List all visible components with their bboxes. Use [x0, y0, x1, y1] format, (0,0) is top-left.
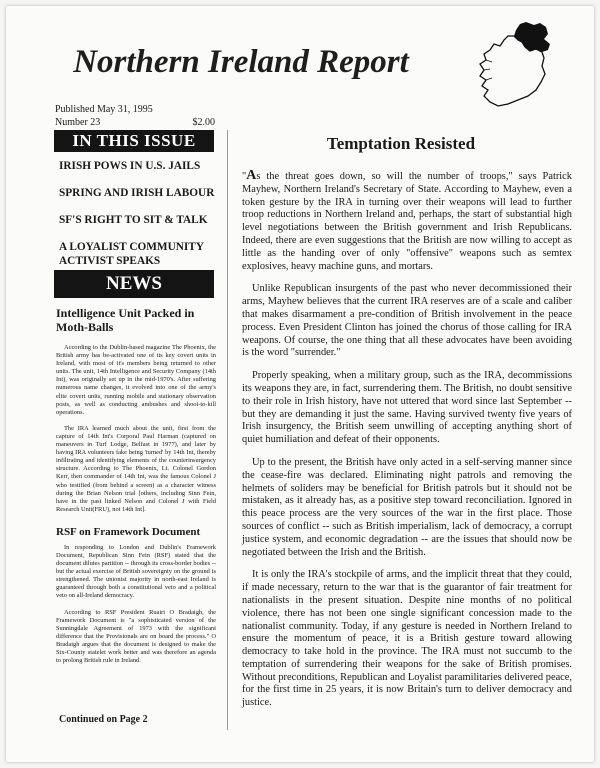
news-paragraph: According to RSF President Ruairi O Bradaigh, the Framework Document is "a sophisticated version of the Sunningdale Agreement of 1973 with the significant difference that the Provisionals are on board the process." O Bradaigh argues that the document is designed to make the Six-County statelet work better and was therefore an agenda to prolong British rule in Ireland.: [56, 608, 216, 665]
article-paragraph: Unlike Republican insurgents of the past who never decommissioned their arms, Mayhew believes that the current IRA reserves are of a scale and caliber that makes disarmament a pre-condition of British involvement in the peace process. Even President Clinton has joined the chorus of those calling for IRA weapons. Of course, the one thing that all these advocates have been avoiding is the word "surrender.": [242, 283, 572, 359]
newsletter-page: [6, 6, 594, 762]
issue-number: Number 23: [55, 117, 101, 128]
in-this-issue-banner: IN THIS ISSUE: [54, 130, 214, 152]
article-title: Temptation Resisted: [326, 134, 476, 153]
news-paragraph: According to the Dublin-based magazine The Phoenix, the British army has be-activated one of its key covert units in Ireland, with most of it's members being returned to other units. The unit, 14th Intelligence and Security Company (14th Int), was originally set up in the mid-1970's. After suffering numerous name changes, it evolved into one of the army's elite covert units, running mobile and stationary observation posts, as well as conducting ambushes and shoot-to-kill operations.: [56, 344, 216, 416]
issue-price: $2.00: [192, 117, 215, 128]
news-paragraph: The IRA learned much about the unit, first from the capture of 14th Int's Corporal Paul Harman (captured on maneuvers in Turf Lodge, Belfast in 1977), and later by having IRA volunteers fake being 'turned' by 14th Int, thereby infiltrating and identifying elements of the counterinsurgency structure. According to The Phoenix, Lt. Colonel Gordon Kerr, then commander of 14th Int, was the famous Colonel J who testified (from behind a screen) as a character witness during the Brian Nelson trial [others, including Sinn Fein, have in the past linked Nelson and Colonel J with Field Research Unit(FRU), not 14th Int].: [56, 424, 216, 513]
article-paragraph: Properly speaking, when a military group, such as the IRA, decommissions its weapons they are, in fact, surrendering them. The British, no doubt sensitive to their role in Irish history, have not uttered that word since last September -- but they are demanding it just the same. Having survived twenty five years of Irish insurgency, the British seem unwilling of accepting anything short of quiet humiliation and defeat of their opponents.: [242, 370, 572, 446]
news-subheadline: RSF on Framework Document: [56, 525, 201, 538]
article-paragraph: "As the threat goes down, so will the number of troops," says Patrick Mayhew, Northern Ireland's Secretary of State. According to Mayhew, even a token gesture by the IRA in turning over their weapons will lead to further troop reductions in Northern Ireland and, perhaps, the start of substantial high level negotiations between the British government and Irish Republicans. Indeed, there are even suggestions that the British are now willing to accept as little as the handing over of only "offensive" weapons such as semtex explosives, heavy machine guns, and mortars.: [242, 168, 572, 272]
news-banner: NEWS: [54, 270, 214, 298]
ireland-map-icon: [468, 18, 572, 118]
issue-item: SPRING AND IRISH LABOUR: [59, 187, 215, 199]
article-body: [242, 170, 572, 720]
article-paragraph: It is only the IRA's stockpile of arms, and the implicit threat that they could, if made necessary, return to the war that is the guarantor of fair treatment for nationalists in the present situation. Despite nine months of no political violence, there has not been one single significant concession made to the nationalist community. Today, if any gesture is needed in Northern Ireland to ensure the momentum of peace, it is a British gesture toward allowing democracy to take hold in the province. The IRA must not succumb to the temptation of surrendering their weapons for the sake of British promises. Without preconditions, Republican and Loyalist paramilitaries delivered peace, for the first time in 25 years, it is now Britain's turn to deliver democracy and justice.: [242, 569, 572, 709]
published-date: Published May 31, 1995: [55, 104, 153, 115]
masthead-title: Northern Ireland Report: [73, 44, 409, 80]
issue-contents-list: [59, 159, 219, 281]
article-paragraph: Up to the present, the British have only acted in a self-serving manner since the cease-fire was declared. Eliminating night patrols and removing the helmets of soliders may be beneficial for British patrols but it should not be mistaken, as it already has, as a positive step toward reconciliation. Ignored in this peace process are the very sources of the war in the first place. Those sources of conflict -- such as British imperialism, lack of democracy, a corrupt justice system, and economic degradation -- are the issues that should now be negotiated between the Irish and the British.: [242, 456, 572, 558]
article-paragraph-text: s the threat goes down, so will the number of troops," says Patrick Mayhew, Northern Ireland's Secretary of State. According to Mayhew, even a token gesture by the IRA in turning over their weapons will lead to further troop reductions in Northern Ireland and, perhaps, the start of substantial high level negotiations between the British government and Irish Republicans. Indeed, there are even suggestions that the British are now willing to accept as little as the handing over of only "offensive" weapons such as semtex explosives, heavy machine guns, and mortars.: [242, 171, 572, 272]
issue-item: A LOYALIST COMMUNITY ACTIVIST SPEAKS: [59, 241, 204, 267]
issue-item: SF'S RIGHT TO SIT & TALK: [59, 214, 208, 226]
column-divider: [227, 130, 228, 730]
drop-cap: A: [246, 168, 257, 183]
news-headline: Intelligence Unit Packed in Moth-Balls: [56, 306, 195, 334]
publication-info: [55, 103, 215, 129]
news-column: [56, 306, 216, 673]
continued-note: Continued on Page 2: [59, 714, 148, 725]
news-paragraph: In responding to London and Dublin's Framework Document, Republican Sinn Fein (RSF) stated that the document dilutes partition -- through its cross-border bodies -- but the actual exercise of British sovereignty on the ground is strengthened. The unionist majority in north-east Ireland is guaranteed through both a constitutional veto and a political veto on all-Ireland democracy.: [56, 543, 216, 600]
issue-item: IRISH POWS IN U.S. JAILS: [59, 160, 201, 172]
